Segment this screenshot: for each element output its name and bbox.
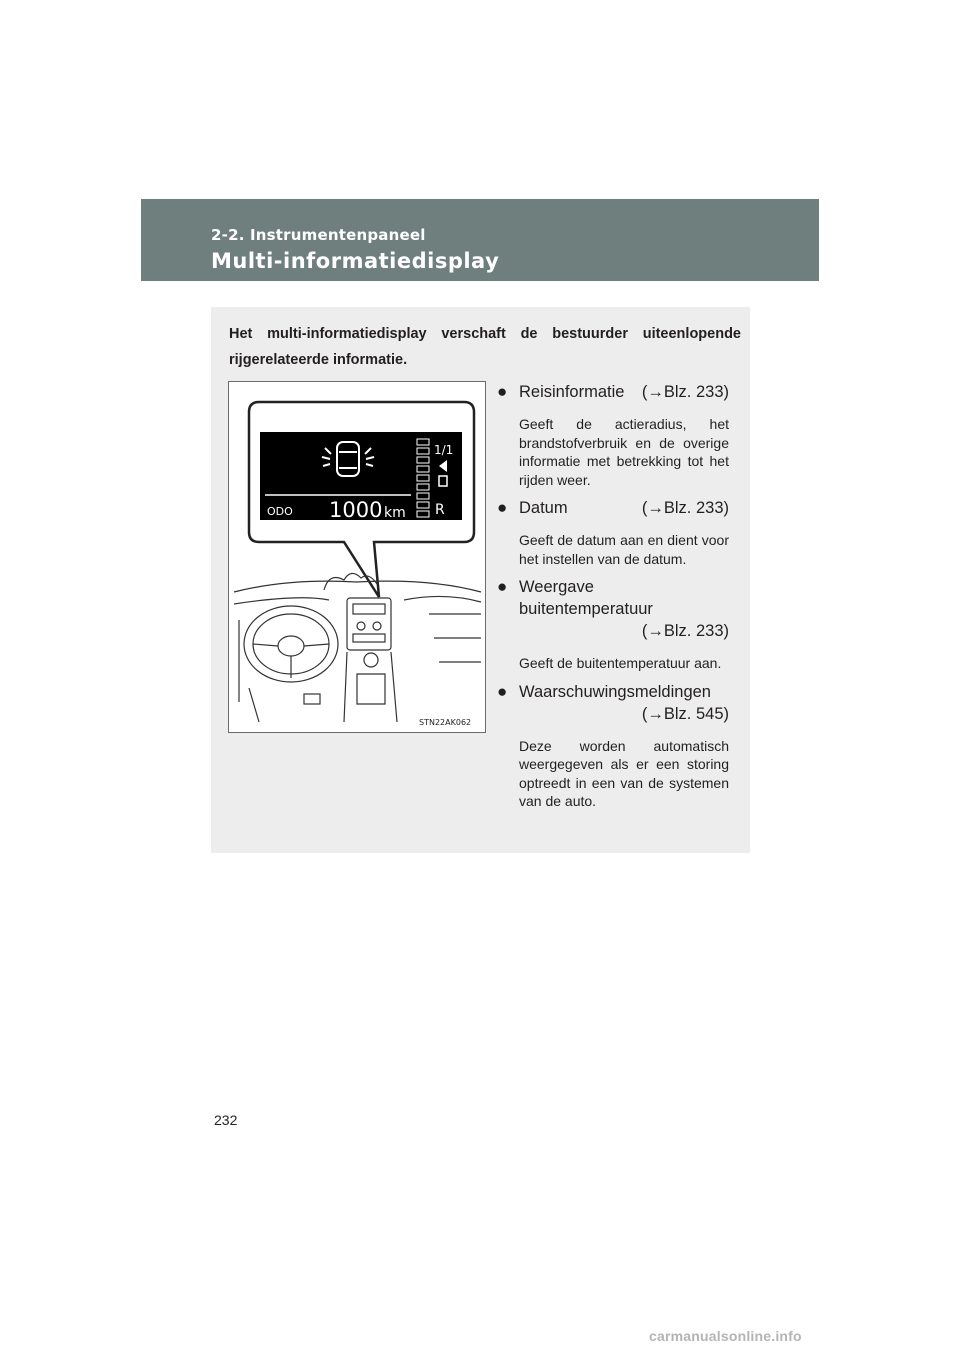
item-title: Reisinformatie bbox=[519, 383, 625, 401]
dashboard-lineart bbox=[234, 573, 481, 722]
feature-list bbox=[497, 381, 729, 819]
list-item bbox=[497, 681, 729, 811]
odo-value: 1000 bbox=[329, 498, 383, 522]
bullet-icon: ● bbox=[497, 681, 508, 701]
figure-code: STN22AK062 bbox=[419, 718, 472, 727]
dashboard-illustration bbox=[228, 381, 486, 733]
watermark: carmanualsonline.info bbox=[649, 1328, 802, 1344]
bullet-icon: ● bbox=[497, 498, 508, 517]
list-item bbox=[497, 381, 729, 489]
section-label: 2-2. Instrumentenpaneel bbox=[211, 226, 426, 244]
item-description: Geeft de datum aan en dient voor het instellen van de datum. bbox=[519, 532, 729, 567]
page-reference: (→Blz. 233) bbox=[641, 499, 729, 517]
section-header bbox=[141, 199, 819, 281]
item-description: Geeft de buitentemperatuur aan. bbox=[519, 655, 722, 671]
bullet-icon: ● bbox=[497, 577, 508, 596]
content-panel bbox=[211, 307, 750, 853]
item-title: Waarschuwingsmeldingen bbox=[519, 682, 711, 701]
list-item bbox=[497, 576, 729, 673]
page-reference: (→Blz. 233) bbox=[641, 383, 729, 401]
page-number: 232 bbox=[214, 1112, 238, 1128]
bullet-icon: ● bbox=[497, 382, 508, 401]
item-description: Geeft de actieradius, het brandstofverbruik en de overige informatie met betrekking tot het rijden weer. bbox=[519, 416, 729, 488]
intro-text: Het multi-informatiedisplay verschaft de bestuurder uiteenlopende rijgerelateerde informatie. bbox=[229, 326, 741, 368]
page-reference: (→Blz. 545) bbox=[641, 704, 729, 723]
item-title: Weergave buitentemperatuur bbox=[519, 578, 653, 618]
page-title: Multi-informatiedisplay bbox=[211, 249, 500, 273]
item-title: Datum bbox=[519, 499, 568, 517]
list-item bbox=[497, 497, 729, 568]
item-description: Deze worden automatisch weergegeven als er een storing optreedt in een van de systemen van de auto. bbox=[519, 737, 729, 809]
indicator-top: 1/1 bbox=[434, 443, 454, 457]
dashboard-drawing bbox=[229, 382, 485, 732]
odo-label: ODO bbox=[267, 505, 293, 518]
gear-indicator: R bbox=[435, 502, 445, 518]
odo-unit: km bbox=[384, 505, 406, 521]
page-reference: (→Blz. 233) bbox=[641, 622, 729, 640]
